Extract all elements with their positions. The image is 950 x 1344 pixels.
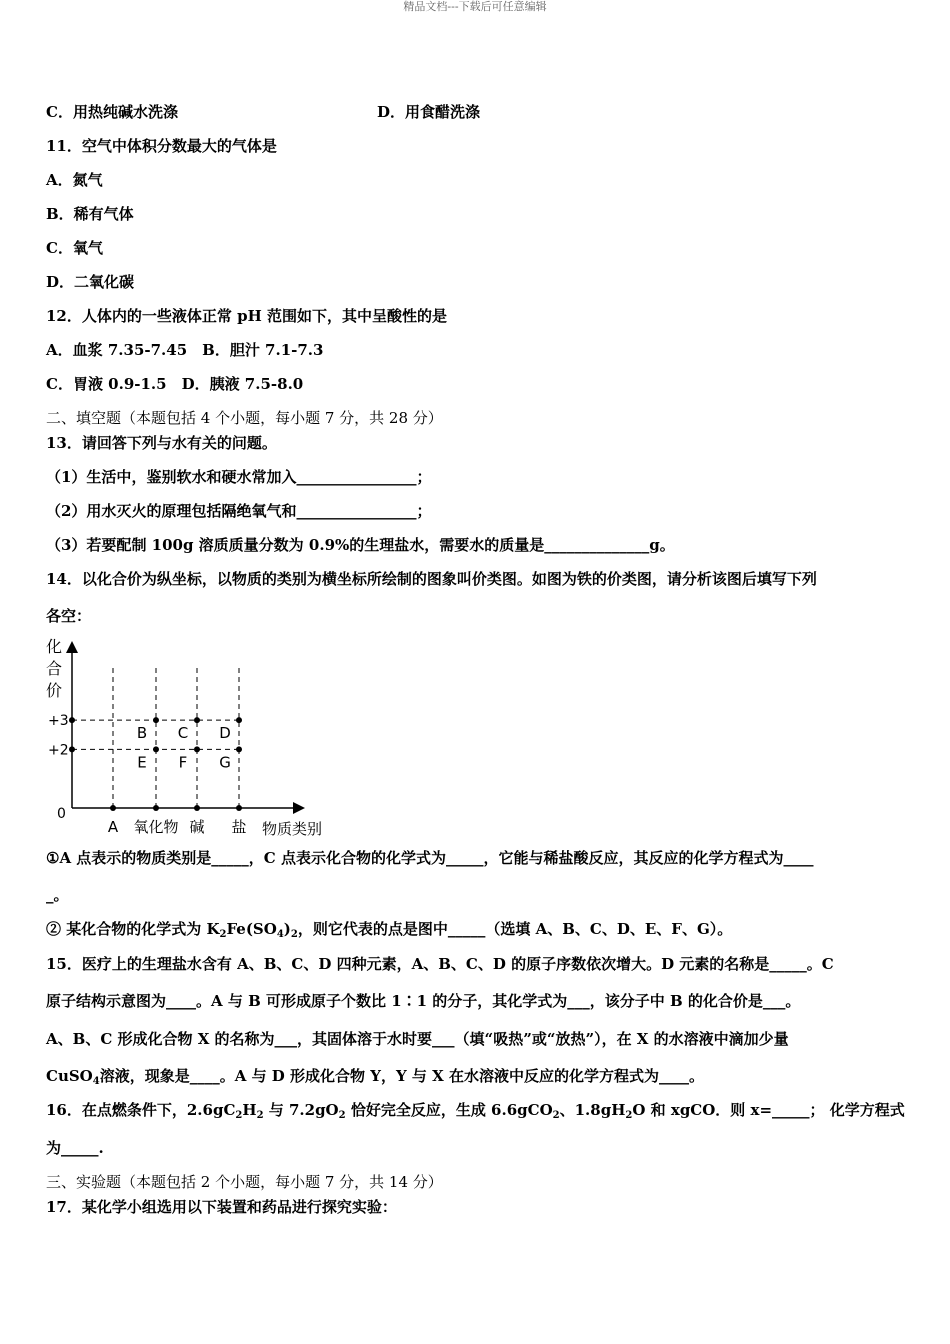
y-tick-label: +2 [48,742,69,759]
point-label-B: B [136,724,148,743]
section-2-title: 二、填空题（本题包括 4 个小题，每小题 7 分，共 28 分） [46,409,443,427]
q15-line-4: CuSO$_4$溶液，现象是____。A 与 D 形成化合物 Y，Y 与 X 在水溶液中反应的化学方程式为____。 [46,1067,704,1087]
point-G [236,746,242,752]
q11-option-c: C．氧气 [46,239,103,257]
y-axis-label: 化合价 [46,637,63,700]
q15-line-2: 原子结构示意图为____。A 与 B 可形成原子个数比 1∶1 的分子，其化学式为___，该分子中 B 的化合价是___。 [46,992,801,1010]
q13-part-3: （3）若要配制 100g 溶质质量分数为 0.9%的生理盐水，需要水的质量是______________g。 [46,536,675,554]
q16-line-2: 为_____. [46,1139,104,1157]
page-header: 精品文档---下载后可任意编辑 [403,0,547,13]
x-category-dot [153,805,159,811]
section-3-title: 三、实验题（本题包括 2 个小题，每小题 7 分，共 14 分） [46,1173,443,1191]
y-tick-label: +3 [48,713,69,730]
q14-stem-line-1: 14．以化合价为纵坐标，以物质的类别为横坐标所绘制的图象叫价类图。如图为铁的价类图，请分析该图后填写下列 [46,570,817,588]
x-category-dot [110,805,116,811]
y-tick-label: 0 [57,806,66,822]
q13-part-1: （1）生活中，鉴别软水和硬水常加入________________； [46,468,432,486]
chart-svg [40,636,340,841]
x-category-label: 氧化物 [133,818,179,836]
point-label-E: E [137,753,147,772]
x-category-label: 盐 [231,818,247,836]
y-tick-dot [69,746,75,752]
q14-sub-2: ② 某化合物的化学式为 $K_2Fe(SO_4)_2$，则它代表的点是图中_____（选填 A、B、C、D、E、F、G）。 [46,920,733,940]
q14-stem-line-2: 各空： [46,607,92,625]
chart-gridlines [72,666,239,808]
q11-option-b: B．稀有气体 [46,205,134,223]
q17-stem: 17．某化学小组选用以下装置和药品进行探究实验： [46,1198,397,1216]
x-category-dot [194,805,200,811]
point-label-G: G [219,753,231,772]
q12-stem: 12．人体内的一些液体正常 pH 范围如下，其中呈酸性的是 [46,307,447,325]
iron-valence-chart [40,636,340,841]
q10-option-c: C．用热纯碱水洗涤 [46,103,178,121]
q15-line-3: A、B、C 形成化合物 X 的名称为___，其固体溶于水时要___（填“吸热”或“放热”），在 X 的水溶液中滴加少量 [46,1030,789,1048]
q16-line-1: 16．在点燃条件下，$2.6gC_2H_2$ 与 $7.2gO_2$ 恰好完全反应，生成 6.6gCO$_2$、$1.8gH_2O$ 和 xgCO．则 x=_____； 化学方程式 [46,1101,905,1121]
x-axis-label: 物质类别 [262,820,323,838]
q14-sub-1-line-1: ①A 点表示的物质类别是_____，C 点表示化合物的化学式为_____，它能与稀盐酸反应，其反应的化学方程式为____ [46,849,814,867]
q13-part-2: （2）用水灭火的原理包括隔绝氧气和________________； [46,502,432,520]
q13-stem: 13．请回答下列与水有关的问题。 [46,434,277,452]
q10-option-d: D．用食醋洗涤 [377,103,481,121]
point-label-C: C [177,724,189,743]
q11-stem: 11．空气中体积分数最大的气体是 [46,137,277,155]
q12-options-ab: A．血浆 7.35-7.45 B．胆汁 7.1-7.3 [46,341,324,359]
point-B [153,717,159,723]
q11-option-a: A．氮气 [46,171,103,189]
q12-options-cd: C．胃液 0.9-1.5 D．胰液 7.5-8.0 [46,375,304,393]
q15-line-1: 15．医疗上的生理盐水含有 A、B、C、D 四种元素，A、B、C、D 的原子序数依次增大。D 元素的名称是_____。C [46,955,834,973]
point-F [194,746,200,752]
point-C [194,717,200,723]
point-E [153,746,159,752]
x-category-dot [236,805,242,811]
x-category-label: A [107,818,119,836]
point-label-F: F [178,753,188,772]
y-tick-dot [69,717,75,723]
q11-option-d: D．二氧化碳 [46,273,135,291]
x-category-label: 碱 [189,818,205,836]
point-label-D: D [219,724,231,743]
point-D [236,717,242,723]
q14-sub-1-line-2: _。 [46,886,69,904]
